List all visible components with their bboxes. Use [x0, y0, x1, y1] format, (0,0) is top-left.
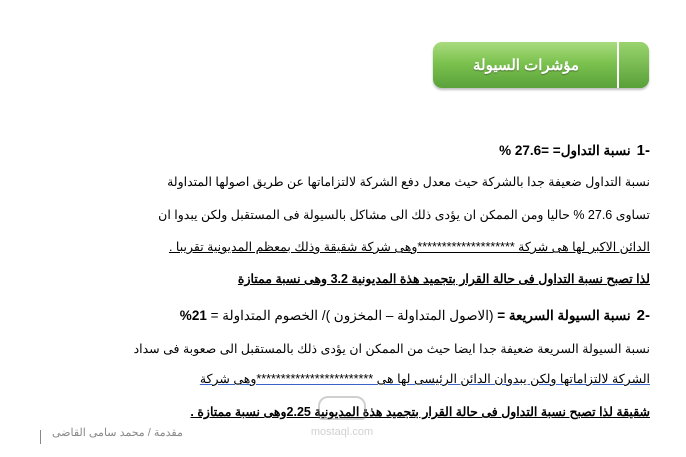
section1-heading: نسبة التداول= =27.6 % — [499, 143, 631, 158]
watermark-text: mostaql.com — [310, 426, 374, 438]
footer-author: مقدمة / محمد سامى القاضى — [52, 427, 183, 439]
section1-line-3: الدائن الاكبر لها هى شركة ********************وهى شركة شقيقة وذلك بمعظم المديونية تقريبا . — [168, 240, 650, 254]
section2-number: -2 — [636, 307, 650, 324]
section1-number: -1 — [636, 142, 650, 159]
badge-tab — [617, 42, 649, 88]
footer-divider — [40, 430, 41, 444]
watermark — [302, 396, 382, 446]
section1-line-4: لذا تصبح نسبة التداول فى حالة القرار بتجميد هذة المديونية 3.2 وهى نسبة ممتازة — [237, 272, 650, 286]
section1-line-1: نسبة التداول ضعيفة جدا بالشركة حيث معدل دفع الشركة لالتزاماتها عن طريق اصولها المتداولة — [167, 175, 650, 189]
title: مؤشرات السيولة — [472, 57, 580, 74]
title-badge — [433, 42, 649, 88]
section2-heading-bold: نسبة السيولة السريعة = — [497, 308, 631, 323]
section2-line-3: شقيقة لذا تصبح نسبة التداول فى حالة القرار بتجميد هذة المديونية 2.25وهى نسبة ممتازة . — [190, 405, 650, 419]
section2-heading-formula: (الاصول المتداولة – المخزون )/ الخصوم المتداولة = — [210, 308, 498, 323]
section2-heading-line — [180, 307, 650, 325]
section1-line-2: تساوى 27.6 % حاليا ومن الممكن ان يؤدى ذلك الى مشاكل بالسيولة فى المستقبل ولكن يبدوا ان — [158, 208, 650, 222]
section2-heading-value: 21% — [179, 308, 211, 323]
section1-heading-line — [499, 142, 650, 160]
section2-line-1: نسبة السيولة السريعة ضعيفة جدا ايضا حيث من الممكن ان يؤدى ذلك بالمستقبل الى صعوبة فى سداد — [133, 342, 650, 356]
watermark-logo-icon — [318, 396, 366, 420]
section2-line-2: الشركة لالتزاماتها ولكن يبدوان الدائن الرئيسى لها هى ************************وهى شركة — [199, 372, 650, 386]
